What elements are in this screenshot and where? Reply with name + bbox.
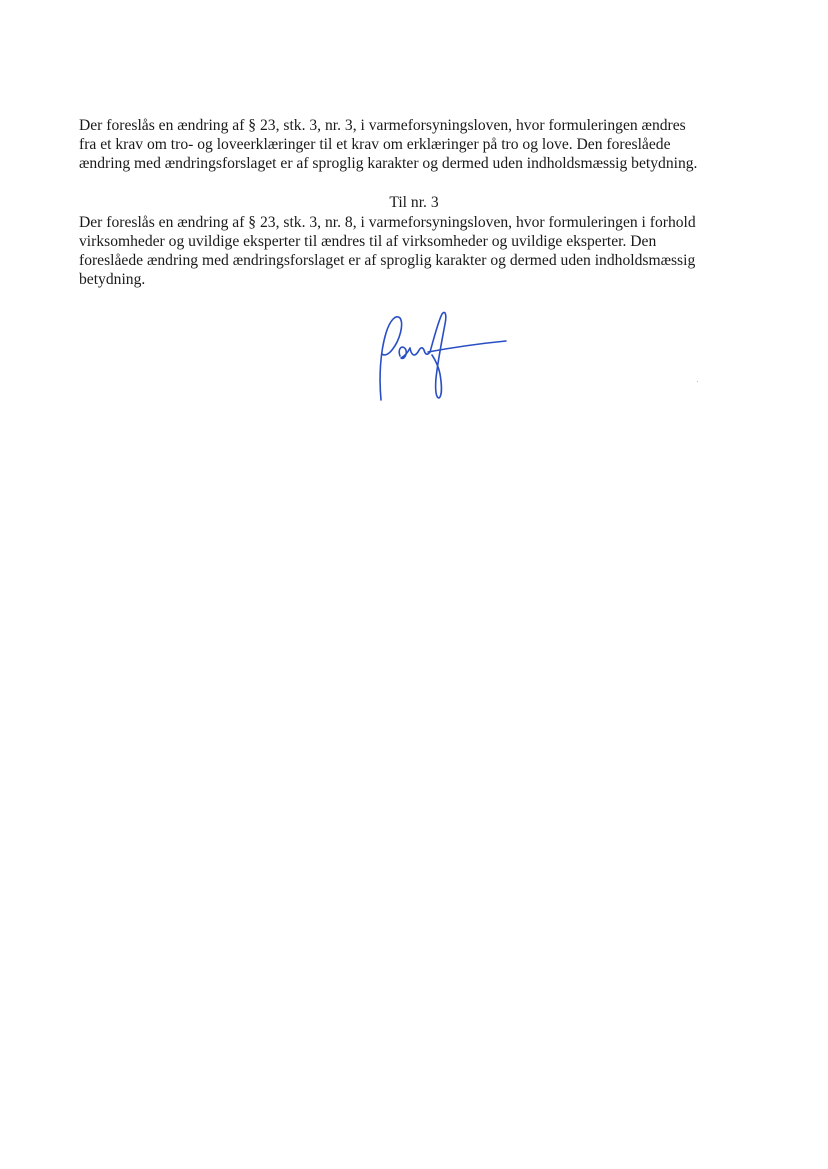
scan-speck <box>697 381 698 382</box>
signature-stroke-2 <box>399 347 430 358</box>
paragraph-2 <box>79 213 747 289</box>
paragraph-1 <box>79 116 747 173</box>
paragraph-1-line-1: Der foreslås en ændring af § 23, stk. 3, nr. 3, i varmeforsyningsloven, hvor formuleringen ændres <box>79 117 686 134</box>
paragraph-2-line-1: Der foreslås en ændring af § 23, stk. 3, nr. 8, i varmeforsyningsloven, hvor formuleringen i forhold <box>79 214 696 231</box>
section-heading: Til nr. 3 <box>389 194 439 211</box>
signature-stroke-3 <box>430 312 446 398</box>
paragraph-2-line-4: betydning. <box>79 271 146 288</box>
paragraph-2-line-2: virksomheder og uvildige eksperter til ændres til af virksomheder og uvildige eksperter. Den <box>79 233 657 250</box>
paragraph-1-line-3: ændring med ændringsforslaget er af sproglig karakter og dermed uden indholdsmæssig betydning. <box>79 155 698 172</box>
paragraph-2-line-3: foreslåede ændring med ændringsforslaget er af sproglig karakter og dermed uden indholdsmæssig <box>79 252 696 269</box>
paragraph-1-line-2: fra et krav om tro- og loveerklæringer til et krav om erklæringer på tro og love. Den foreslåede <box>79 136 671 153</box>
signature-stroke-4 <box>428 341 506 352</box>
signature-icon <box>370 308 515 406</box>
signature-stroke-1 <box>380 317 402 400</box>
